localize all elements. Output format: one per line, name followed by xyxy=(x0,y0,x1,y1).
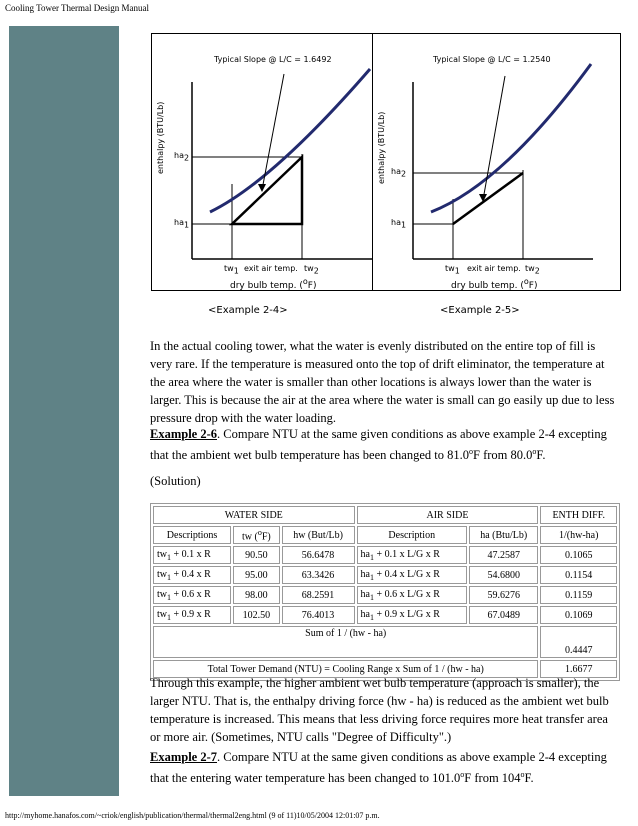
example-2-6-text: Example 2-6. Compare NTU at the same given conditions as above example 2-4 excepting that the ambient wet bulb temperature has been changed to 81.0$^o$F from 80.0$^o$F. xyxy=(150,427,607,463)
group-enth-diff: ENTH DIFF. xyxy=(540,506,617,524)
figure-caption-2-4: <Example 2-4> xyxy=(208,305,288,316)
example-2-7-text: Example 2-7. Compare NTU at the same given conditions as above example 2-4 excepting that the entering water temperature has been changed to 101.0$^o$F from 104$^o$F. xyxy=(150,750,607,786)
exit-air-label: exit air temp. xyxy=(244,264,298,273)
tw1-label: $tw_1$ xyxy=(224,264,239,276)
table-row: $tw_1 + 0.4$ x R 95.00 63.3426 $ha_1 + 0.4$ x L/G x R 54.6800 0.1154 xyxy=(153,566,617,584)
header-cell: Description xyxy=(357,526,467,544)
header-cell: 1/(hw-ha) xyxy=(540,526,617,544)
ha1-label: $ha_1$ xyxy=(174,218,190,230)
total-value: 1.6677 xyxy=(540,660,617,678)
x-axis-label: dry bulb temp. ($^o$F) xyxy=(451,277,538,291)
example-2-7-label: Example 2-7 xyxy=(150,750,218,764)
figure-caption-2-5: <Example 2-5> xyxy=(440,305,520,316)
tw1-label: $tw_1$ xyxy=(445,264,460,276)
solution-label: (Solution) xyxy=(150,474,201,488)
total-label: Total Tower Demand (NTU) = Cooling Range x Sum of 1 / (hw - ha) xyxy=(153,660,538,678)
table-row: $tw_1 + 0.9$ x R 102.50 76.4013 $ha_1 + 0.9$ x L/G x R 67.0489 0.1069 xyxy=(153,606,617,624)
page-header: Cooling Tower Thermal Design Manual xyxy=(5,3,150,13)
slope-label: Typical Slope @ L/C = 1.6492 xyxy=(214,55,332,64)
exit-air-label: exit air temp. xyxy=(467,264,521,273)
group-air-side: AIR SIDE xyxy=(357,506,539,524)
paragraph-wet-bulb: Through this example, the higher ambient wet bulb temperature (approach is smaller), the larger NTU. That is, the enthalpy driving force (hw - ha) is reduced as the ambient wet bulb temperature is increased. This means that less driving force requires more heat transfer area or more air. (Sometimes, NTU calls "Degree of Difficulty".) xyxy=(150,676,609,744)
ntu-table xyxy=(150,503,620,681)
table-row: $tw_1 + 0.6$ x R 98.00 68.2591 $ha_1 + 0.6$ x L/G x R 59.6276 0.1159 xyxy=(153,586,617,604)
slope-label: Typical Slope @ L/C = 1.2540 xyxy=(433,55,551,64)
tw2-label: $tw_2$ xyxy=(525,264,540,276)
table-row: $tw_1 + 0.1$ x R 90.50 56.6478 $ha_1 + 0.1$ x L/G x R 47.2587 0.1065 xyxy=(153,546,617,564)
header-cell: ha (Btu/Lb) xyxy=(469,526,538,544)
ha1-label: $ha_1$ xyxy=(391,218,407,230)
tw2-label: $tw_2$ xyxy=(304,264,319,276)
example-2-6-label: Example 2-6 xyxy=(150,427,218,441)
header-cell: hw (But/Lb) xyxy=(282,526,355,544)
sum-label: Sum of 1 / (hw - ha) xyxy=(153,626,538,658)
ha2-label: $ha_2$ xyxy=(391,167,407,179)
figure-example-2-5 xyxy=(372,33,621,291)
figure-example-2-4 xyxy=(151,33,400,291)
paragraph-distribution: In the actual cooling tower, what the water is evenly distributed on the entire top of fill is very rare. If the temperature is measured onto the top of drift eliminator, the temperature at the area where the water is smaller than other locations is always lower than the water is larger. This is because the air at the area where the water is small can go easily up due to less pressure drop with the water loading. xyxy=(150,339,615,425)
ha2-label: $ha_2$ xyxy=(174,151,190,163)
sidebar-bar xyxy=(9,26,119,796)
group-water-side: WATER SIDE xyxy=(153,506,355,524)
figure-graph xyxy=(373,34,620,290)
y-axis-label: enthalpy (BTU/Lb) xyxy=(377,111,386,184)
sum-value: 0.4447 xyxy=(540,626,617,658)
y-axis-label: enthalpy (BTU/Lb) xyxy=(156,101,165,174)
header-cell: tw ($^o$F) xyxy=(233,526,279,544)
header-cell: Descriptions xyxy=(153,526,231,544)
page-footer-url: http://myhome.hanafos.com/~criok/english/publication/thermal/thermal2eng.html (9 of 11)10/05/2004 12:01:07 p.m. xyxy=(5,811,380,820)
x-axis-label: dry bulb temp. ($^o$F) xyxy=(230,277,317,291)
